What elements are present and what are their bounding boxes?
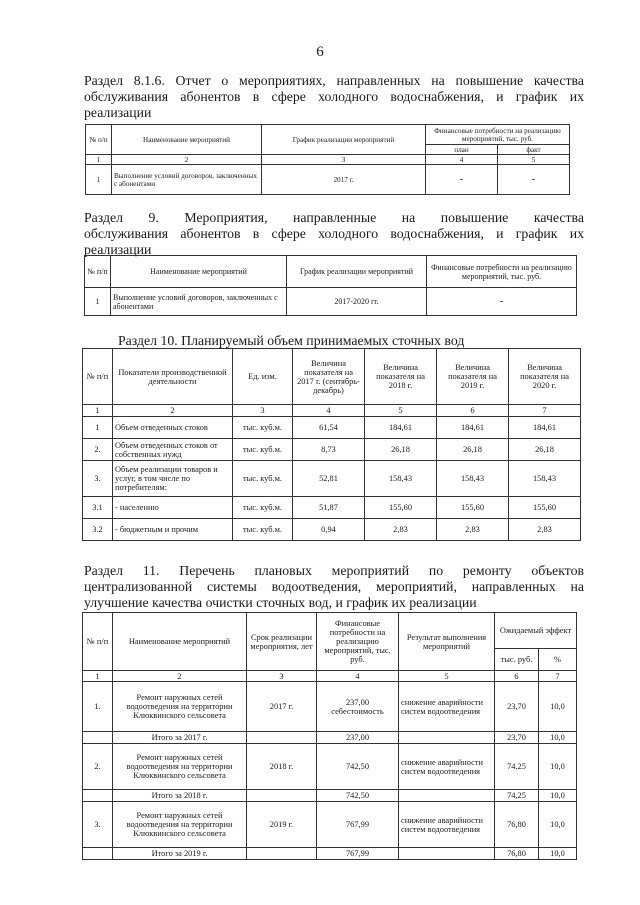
section-10-title: Раздел 10. Планируемый объем принимаемых сточных вод (118, 333, 465, 348)
header-result: Результат выполнения мероприятий (399, 613, 495, 671)
header-schedule: График реализации мероприятий (287, 256, 427, 288)
row-num: 1 (83, 417, 113, 439)
total-pct: 10,0 (539, 732, 577, 744)
title-line: обслуживания абонентов в сфере холодного водоснабжения, и график их (84, 89, 584, 104)
section-11-title (84, 563, 584, 611)
row-finance: - (427, 288, 577, 316)
col-number: 5 (365, 405, 437, 417)
row-finance: 742,50 (317, 744, 399, 790)
row-2019: 158,43 (437, 461, 509, 497)
row-unit: тыс. куб.м. (233, 497, 293, 519)
col-number: 1 (83, 405, 113, 417)
row-2017: 51,87 (293, 497, 365, 519)
total-label: Итого за 2018 г. (113, 790, 247, 802)
row-num: 3. (83, 461, 113, 497)
header-2017: Величина показателя на 2017 г. (сентябрь-декабрь) (293, 349, 365, 405)
table-row (85, 288, 577, 316)
section-9-table (84, 255, 577, 316)
table-row (83, 682, 577, 732)
row-2018: 26,18 (365, 439, 437, 461)
row-pct: 10,0 (539, 802, 577, 848)
col-number: 4 (317, 671, 399, 682)
total-effect: 76,80 (495, 848, 539, 860)
row-schedule: 2017 г. (262, 165, 426, 195)
section-9-title (84, 210, 584, 258)
row-num: 1. (83, 682, 113, 732)
table-row (83, 497, 581, 519)
header-finance: Финансовые потребности на реализацию мероприятий, тыс. руб. (317, 613, 399, 671)
row-2017: 52,81 (293, 461, 365, 497)
title-line: централизованной системы водоотведения, мероприятий, направленных на (84, 579, 584, 594)
row-2018: 184,61 (365, 417, 437, 439)
header-term: Срок реализации мероприятия, лет (247, 613, 317, 671)
row-unit: тыс. куб.м. (233, 417, 293, 439)
title-line: обслуживания абонентов в сфере холодного водоснабжения, и график их (84, 226, 584, 241)
header-fact: факт (498, 145, 570, 155)
row-2019: 184,61 (437, 417, 509, 439)
row-name: - населению (113, 497, 233, 519)
total-empty (247, 848, 317, 860)
row-term: 2019 г. (247, 802, 317, 848)
row-2019: 2,83 (437, 519, 509, 541)
col-number: 6 (495, 671, 539, 682)
col-number: 3 (262, 155, 426, 165)
row-num: 2. (83, 744, 113, 790)
row-term: 2017 г. (247, 682, 317, 732)
table-row (83, 461, 581, 497)
header-num: № п/п (86, 125, 112, 155)
row-pct: 10,0 (539, 744, 577, 790)
header-effect-unit: тыс. руб. (495, 649, 539, 671)
header-indicator: Показатели производственной деятельности (113, 349, 233, 405)
table-row (86, 165, 570, 195)
row-2018: 2,83 (365, 519, 437, 541)
total-pct: 10,0 (539, 848, 577, 860)
header-num: № п/п (83, 613, 113, 671)
row-effect: 74,25 (495, 744, 539, 790)
total-finance: 767,99 (317, 848, 399, 860)
total-empty (83, 790, 113, 802)
title-line: Раздел 8.1.6. Отчет о мероприятиях, направленных на повышение качества (84, 73, 584, 88)
row-2020: 184,61 (509, 417, 581, 439)
row-2019: 26,18 (437, 439, 509, 461)
total-finance: 237,00 (317, 732, 399, 744)
table-row (83, 744, 577, 790)
header-name: Наименование мероприятий (111, 256, 287, 288)
col-number: 3 (233, 405, 293, 417)
section-8-1-6-title (84, 73, 584, 121)
total-effect: 74,25 (495, 790, 539, 802)
title-line: Раздел 11. Перечень плановых мероприятий по ремонту объектов (84, 563, 584, 578)
header-2020: Величина показателя на 2020 г. (509, 349, 581, 405)
page-number: 6 (316, 44, 324, 60)
col-number: 1 (83, 671, 113, 682)
row-name: - бюджетным и прочим (113, 519, 233, 541)
header-num: № п/п (85, 256, 111, 288)
row-name: Выполнение условий договоров, заключенных с абонентами (112, 165, 262, 195)
col-number: 5 (399, 671, 495, 682)
header-schedule: График реализации мероприятий (262, 125, 426, 155)
header-name: Наименование мероприятий (113, 613, 247, 671)
col-number: 2 (113, 671, 247, 682)
row-num: 3. (83, 802, 113, 848)
row-name: Объем отведенных стоков (113, 417, 233, 439)
header-2019: Величина показателя на 2019 г. (437, 349, 509, 405)
row-name: Объем реализации товаров и услуг, в том числе по потребителям: (113, 461, 233, 497)
table-row (83, 519, 581, 541)
row-result: снижение аварийности систем водоотведения (399, 802, 495, 848)
row-fact: - (498, 165, 570, 195)
col-number: 4 (293, 405, 365, 417)
row-num: 3.2 (83, 519, 113, 541)
row-unit: тыс. куб.м. (233, 519, 293, 541)
total-empty (83, 848, 113, 860)
col-number: 7 (509, 405, 581, 417)
header-effect-pct: % (539, 649, 577, 671)
col-number: 6 (437, 405, 509, 417)
col-number: 5 (498, 155, 570, 165)
col-number: 4 (426, 155, 498, 165)
title-line: реализации (84, 105, 152, 120)
row-name: Ремонт наружных сетей водоотведения на территории Клюквинского сельсовета (113, 802, 247, 848)
table-row (83, 802, 577, 848)
total-finance: 742,50 (317, 790, 399, 802)
section-8-1-6-table (85, 124, 570, 195)
row-result: снижение аварийности систем водоотведения (399, 744, 495, 790)
total-row (83, 848, 577, 860)
row-name: Выполнение условий договоров, заключенных с абонентами (111, 288, 287, 316)
total-row (83, 790, 577, 802)
total-label: Итого за 2017 г. (113, 732, 247, 744)
row-num: 2. (83, 439, 113, 461)
total-label: Итого за 2019 г. (113, 848, 247, 860)
row-term: 2018 г. (247, 744, 317, 790)
total-empty (247, 732, 317, 744)
row-name: Ремонт наружных сетей водоотведения на территории Клюквинского сельсовета (113, 744, 247, 790)
row-effect: 76,80 (495, 802, 539, 848)
row-result: снижение аварийности систем водоотведения (399, 682, 495, 732)
header-2018: Величина показателя на 2018 г. (365, 349, 437, 405)
total-empty (399, 848, 495, 860)
row-2018: 155,60 (365, 497, 437, 519)
row-name: Ремонт наружных сетей водоотведения на территории Клюквинского сельсовета (113, 682, 247, 732)
total-effect: 23,70 (495, 732, 539, 744)
header-finance: Финансовые потребности на реализацию мероприятий, тыс. руб. (427, 256, 577, 288)
title-line: Раздел 9. Мероприятия, направленные на повышение качества (84, 210, 584, 225)
total-empty (399, 732, 495, 744)
row-num: 1 (85, 288, 111, 316)
row-schedule: 2017-2020 гг. (287, 288, 427, 316)
header-unit: Ед. изм. (233, 349, 293, 405)
col-number: 2 (113, 405, 233, 417)
header-num: № п/п (83, 349, 113, 405)
total-empty (247, 790, 317, 802)
row-finance: 237,00 себестоимость (317, 682, 399, 732)
total-pct: 10,0 (539, 790, 577, 802)
row-2020: 2,83 (509, 519, 581, 541)
row-2017: 8,73 (293, 439, 365, 461)
row-finance: 767,99 (317, 802, 399, 848)
title-line: реализации (84, 242, 152, 257)
total-empty (83, 732, 113, 744)
section-11-table (82, 612, 577, 860)
header-name: Наименование мероприятий (112, 125, 262, 155)
row-2020: 26,18 (509, 439, 581, 461)
row-name: Объем отведенных стоков от собственных нужд (113, 439, 233, 461)
row-unit: тыс. куб.м. (233, 461, 293, 497)
row-num: 1 (86, 165, 112, 195)
row-unit: тыс. куб.м. (233, 439, 293, 461)
row-2017: 0,94 (293, 519, 365, 541)
table-row (83, 439, 581, 461)
header-effect: Ожидаемый эффект (495, 613, 577, 649)
row-plan: - (426, 165, 498, 195)
row-num: 3.1 (83, 497, 113, 519)
row-2017: 61,54 (293, 417, 365, 439)
title-line: улучшение качества очистки сточных вод, и график их реализации (84, 595, 477, 610)
col-number: 2 (112, 155, 262, 165)
row-2019: 155,60 (437, 497, 509, 519)
header-plan: план (426, 145, 498, 155)
row-2020: 158,43 (509, 461, 581, 497)
row-pct: 10,0 (539, 682, 577, 732)
table-row (83, 417, 581, 439)
col-number: 7 (539, 671, 577, 682)
row-2020: 155,60 (509, 497, 581, 519)
col-number: 1 (86, 155, 112, 165)
row-2018: 158,43 (365, 461, 437, 497)
header-finance: Финансовые потребности на реализацию мероприятий, тыс. руб. (426, 125, 570, 145)
row-effect: 23,70 (495, 682, 539, 732)
total-empty (399, 790, 495, 802)
col-number: 3 (247, 671, 317, 682)
section-10-table (82, 348, 581, 541)
total-row (83, 732, 577, 744)
